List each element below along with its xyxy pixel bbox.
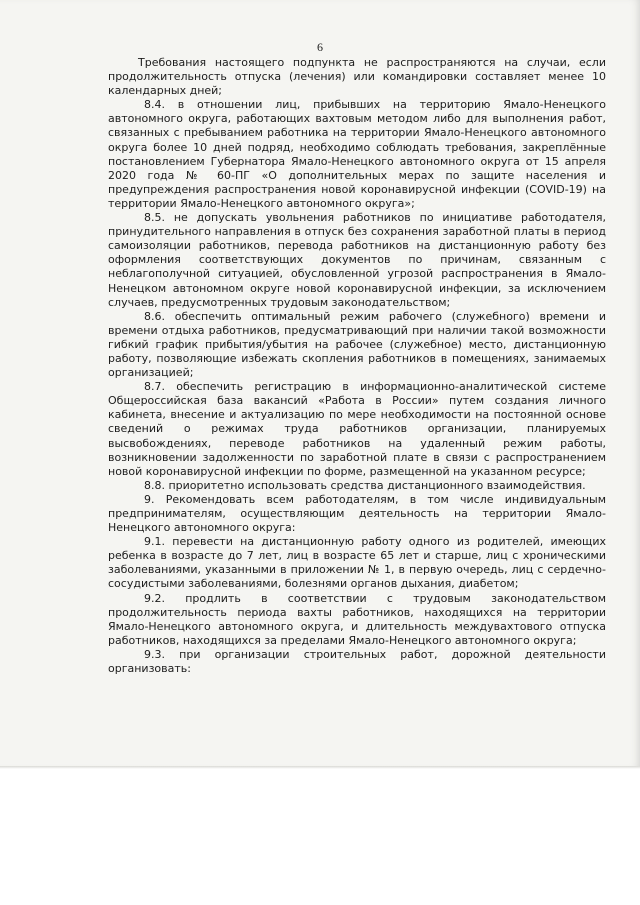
scan-bottom-edge: [0, 766, 640, 769]
paragraph-9-2: 9.2. продлить в соответствии с трудовым законодательством продолжительность периода вахты работников, находящихся на территории Ямало-Ненецкого автономного округа, и длительность междувахтового отпуска работников, находящихся за пределами Ямало-Ненецкого автономного округа;: [108, 591, 606, 647]
paragraph-requirements-note: Требования настоящего подпункта не распространяются на случаи, если продолжительность отпуска (лечения) или командировки составляет менее 10 календарных дней;: [108, 56, 606, 98]
paragraph-8-6: 8.6. обеспечить оптимальный режим рабочего (служебного) времени и времени отдыха работников, предусматривающий при наличии такой возможности гибкий график прибытия/убытия на рабочее (служебное) место, дистанционную работу, позволяющие избежать скопления работников в помещениях, занимаемых организацией;: [108, 309, 606, 380]
page-number: 6: [317, 40, 323, 54]
paragraph-9-3: 9.3. при организации строительных работ, дорожной деятельности организовать:: [108, 647, 606, 676]
paragraph-8-7: 8.7. обеспечить регистрацию в информационно-аналитической системе Общероссийская база вакансий «Работа в России» путем создания личного кабинета, внесение и актуализацию по мере необходимости на постоянной основе сведений о режимах труда работников организации, планируемых высвобождениях, переводе работников на удаленный режим работы, возникновении задолженности по заработной плате в связи с распространением новой коронавирусной инфекции по форме, размещенной на указанном ресурсе;: [108, 380, 606, 478]
paragraph-8-8: 8.8. приоритетно использовать средства дистанционного взаимодействия.: [144, 478, 586, 492]
paragraph-9-1: 9.1. перевести на дистанционную работу одного из родителей, имеющих ребенка в возрасте до 7 лет, лиц в возрасте 65 лет и старше, лиц с хроническими заболеваниями, указанными в приложении № 1, в первую очередь, лиц с сердечно-сосудистыми заболеваниями, болезнями органов дыхания, диабетом;: [108, 535, 606, 591]
paragraph-9: 9. Рекомендовать всем работодателям, в том числе индивидуальным предпринимателям, осуществляющим деятельность на территории Ямало-Ненецкого автономного округа:: [108, 492, 606, 535]
paragraph-8-5: 8.5. не допускать увольнения работников по инициативе работодателя, принудительного направления в отпуск без сохранения заработной платы в период самоизоляции работников, перевода работников на дистанционную работу без оформления соответствующих документов по причинам, связанным с неблагополучной ситуацией, обусловленной угрозой распространения в Ямало-Ненецком автономном округе новой коронавирусной инфекции, за исключением случаев, предусмотренных трудовым законодательством;: [108, 211, 606, 309]
document-body: [108, 56, 606, 676]
paragraph-8-4: 8.4. в отношении лиц, прибывших на территорию Ямало-Ненецкого автономного округа, работающих вахтовым методом либо для выполнения работ, связанных с пребыванием работника на территории Ямало-Ненецкого автономного округа более 10 дней подряд, необходимо соблюдать требования, закреплённые постановлением Губернатора Ямало-Ненецкого автономного округа от 15 апреля 2020 года № 60-ПГ «О дополнительных мерах по защите населения и предупреждения распространения новой коронавирусной инфекции (COVID-19) на территории Ямало-Ненецкого автономного округа»;: [108, 98, 606, 210]
